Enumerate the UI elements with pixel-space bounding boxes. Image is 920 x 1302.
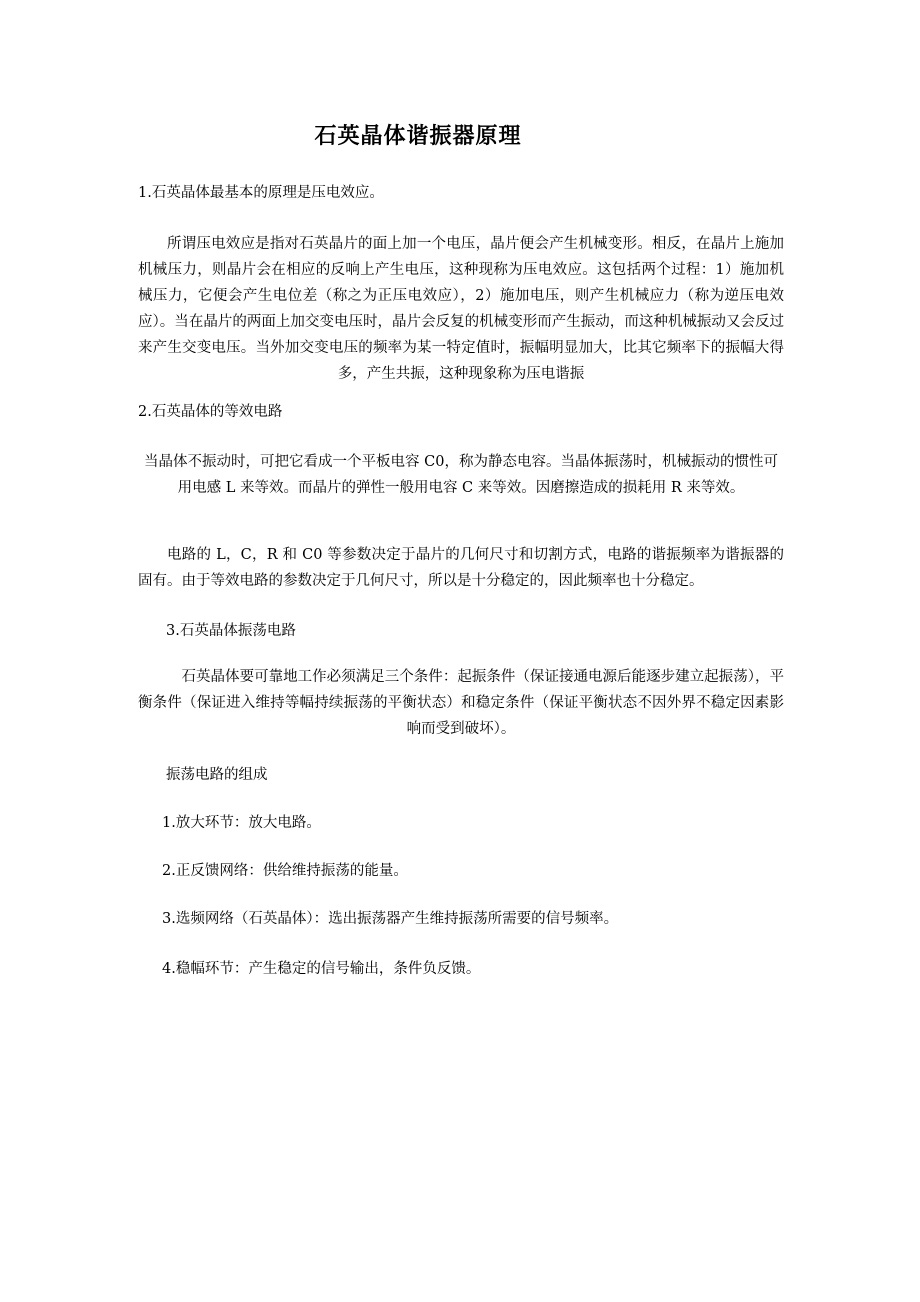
section-1-paragraph: 所谓压电效应是指对石英晶片的面上加一个电压，晶片便会产生机械变形。相反，在晶片上施加机械压力，则晶片会在相应的反响上产生电压，这种现称为压电效应。这包括两个过程：1）施加机械压力，它便会产生电位差（称之为正压电效应），2）施加电压，则产生机械应力（称为逆压电效应）。当在晶片的两面上加交变电压时，晶片会反复的机械变形而产生振动，而这种机械振动又会反过来产生交变电压。当外加交变电压的频率为某一特定值时，振幅明显加大，比其它频率下的振幅大得多，产生共振，这种现象称为压电谐振 bbox=[138, 236, 784, 382]
list-item: 3.选频网络（石英晶体）：选出振荡器产生维持振荡所需要的信号频率。 bbox=[162, 911, 619, 927]
list-item: 2.正反馈网络：供给维持振荡的能量。 bbox=[162, 863, 408, 879]
section-1-heading: 1.石英晶体最基本的原理是压电效应。 bbox=[138, 185, 384, 201]
list-item: 1.放大环节：放大电路。 bbox=[162, 815, 321, 831]
section-3-subheading: 振荡电路的组成 bbox=[166, 767, 268, 783]
section-2-paragraph-2: 电路的 L，C，R 和 C0 等参数决定于晶片的几何尺寸和切割方式，电路的谐振频率为谐振器的固有。由于等效电路的参数决定于几何尺寸，所以是十分稳定的，因此频率也十分稳定。 bbox=[138, 547, 784, 589]
document-title: 石英晶体谐振器原理 bbox=[314, 123, 522, 149]
section-3-paragraph: 石英晶体要可靠地工作必须满足三个条件：起振条件（保证接通电源后能逐步建立起振荡），平衡条件（保证进入维持等幅持续振荡的平衡状态）和稳定条件（保证平衡状态不因外界不稳定因素影响而受到破坏）。 bbox=[138, 669, 784, 737]
list-item: 4.稳幅环节：产生稳定的信号输出，条件负反馈。 bbox=[162, 961, 481, 977]
section-3-heading: 3.石英晶体振荡电路 bbox=[166, 623, 296, 639]
section-2-heading: 2.石英晶体的等效电路 bbox=[138, 404, 283, 420]
section-2-paragraph-1: 当晶体不振动时，可把它看成一个平板电容 C0，称为静态电容。当晶体振荡时，机械振动的惯性可用电感 L 来等效。而晶片的弹性一般用电容 C 来等效。因磨擦造成的损耗用 R 来等效。 bbox=[144, 454, 778, 496]
